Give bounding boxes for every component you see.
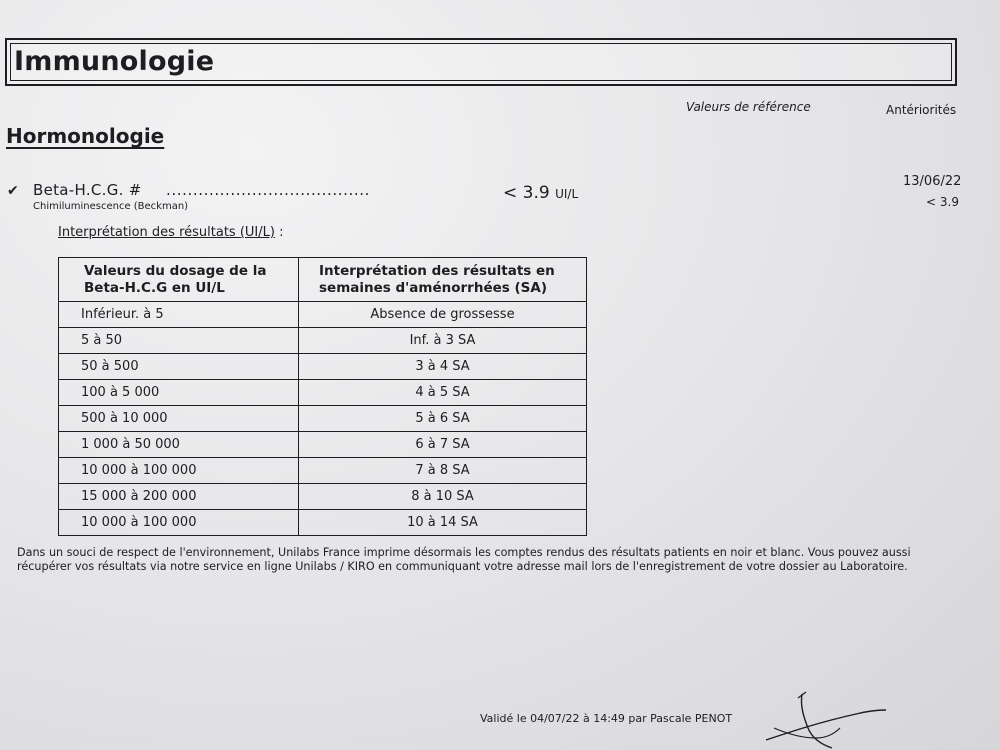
interpretation-heading bbox=[58, 225, 283, 240]
table-cell-interpretation: 7 à 8 SA bbox=[299, 458, 587, 484]
test-name: Beta-H.C.G. # bbox=[33, 181, 142, 199]
table-row bbox=[59, 458, 587, 484]
table-row bbox=[59, 354, 587, 380]
table-row bbox=[59, 328, 587, 354]
title-box bbox=[5, 38, 957, 86]
table-header-range-line2: Beta-H.C.G en UI/L bbox=[84, 279, 225, 296]
table-cell-range: 500 à 10 000 bbox=[59, 406, 299, 432]
environment-notice: Dans un souci de respect de l'environnement, Unilabs France imprime désormais les comptes rendus des résultats patients en noir et blanc. Vous pouvez aussi récupérer vos résultats via notre service en ligne Unilabs / KIRO en communiquant votre adresse mail lors de l'enregistrement de votre dossier au Laboratoire. bbox=[17, 546, 911, 573]
table-header-range bbox=[59, 258, 299, 302]
table-cell-interpretation: 6 à 7 SA bbox=[299, 432, 587, 458]
table-header-interpretation-line2: semaines d'aménorrhées (SA) bbox=[319, 279, 547, 296]
checkmark-icon: ✔ bbox=[7, 183, 19, 199]
table-cell-range: Inférieur. à 5 bbox=[59, 302, 299, 328]
reference-values-column-label: Valeurs de référence bbox=[686, 100, 811, 114]
table-cell-range: 10 000 à 100 000 bbox=[59, 510, 299, 536]
table-cell-interpretation: 8 à 10 SA bbox=[299, 484, 587, 510]
interpretation-heading-suffix: : bbox=[274, 225, 284, 240]
hcg-interpretation-table bbox=[58, 257, 587, 536]
section-heading: Hormonologie bbox=[6, 124, 165, 148]
table-row bbox=[59, 406, 587, 432]
table-cell-range: 5 à 50 bbox=[59, 328, 299, 354]
test-result-value: < 3.9 bbox=[503, 183, 550, 203]
table-header-interpretation bbox=[299, 258, 587, 302]
table-cell-interpretation: Inf. à 3 SA bbox=[299, 328, 587, 354]
table-cell-interpretation: 10 à 14 SA bbox=[299, 510, 587, 536]
table-header-row bbox=[59, 258, 587, 302]
page-title: Immunologie bbox=[14, 46, 215, 77]
prior-results-column-label: Antériorités bbox=[886, 103, 957, 117]
table-cell-range: 50 à 500 bbox=[59, 354, 299, 380]
table-cell-interpretation: Absence de grossesse bbox=[299, 302, 587, 328]
table-row bbox=[59, 432, 587, 458]
validation-line: Validé le 04/07/22 à 14:49 par Pascale PENOT bbox=[480, 712, 733, 725]
table-cell-range: 100 à 5 000 bbox=[59, 380, 299, 406]
interpretation-heading-text: Interprétation des résultats (UI/L) bbox=[58, 225, 275, 240]
prior-result-date: 13/06/22 bbox=[903, 174, 962, 189]
table-row bbox=[59, 302, 587, 328]
prior-result-value: < 3.9 bbox=[926, 195, 959, 209]
table-cell-range: 10 000 à 100 000 bbox=[59, 458, 299, 484]
table-row bbox=[59, 484, 587, 510]
signature-icon bbox=[760, 688, 890, 750]
test-leader-dots: ...................................... bbox=[166, 181, 370, 199]
table-cell-interpretation: 4 à 5 SA bbox=[299, 380, 587, 406]
table-cell-range: 1 000 à 50 000 bbox=[59, 432, 299, 458]
table-cell-range: 15 000 à 200 000 bbox=[59, 484, 299, 510]
test-result-unit: UI/L bbox=[555, 187, 579, 201]
table-cell-interpretation: 3 à 4 SA bbox=[299, 354, 587, 380]
test-result bbox=[503, 183, 578, 203]
table-row bbox=[59, 510, 587, 536]
test-method: Chimiluminescence (Beckman) bbox=[33, 201, 189, 212]
table-header-range-line1: Valeurs du dosage de la bbox=[84, 262, 267, 279]
table-header-interpretation-line1: Interprétation des résultats en bbox=[319, 262, 555, 279]
table-cell-interpretation: 5 à 6 SA bbox=[299, 406, 587, 432]
table-row bbox=[59, 380, 587, 406]
